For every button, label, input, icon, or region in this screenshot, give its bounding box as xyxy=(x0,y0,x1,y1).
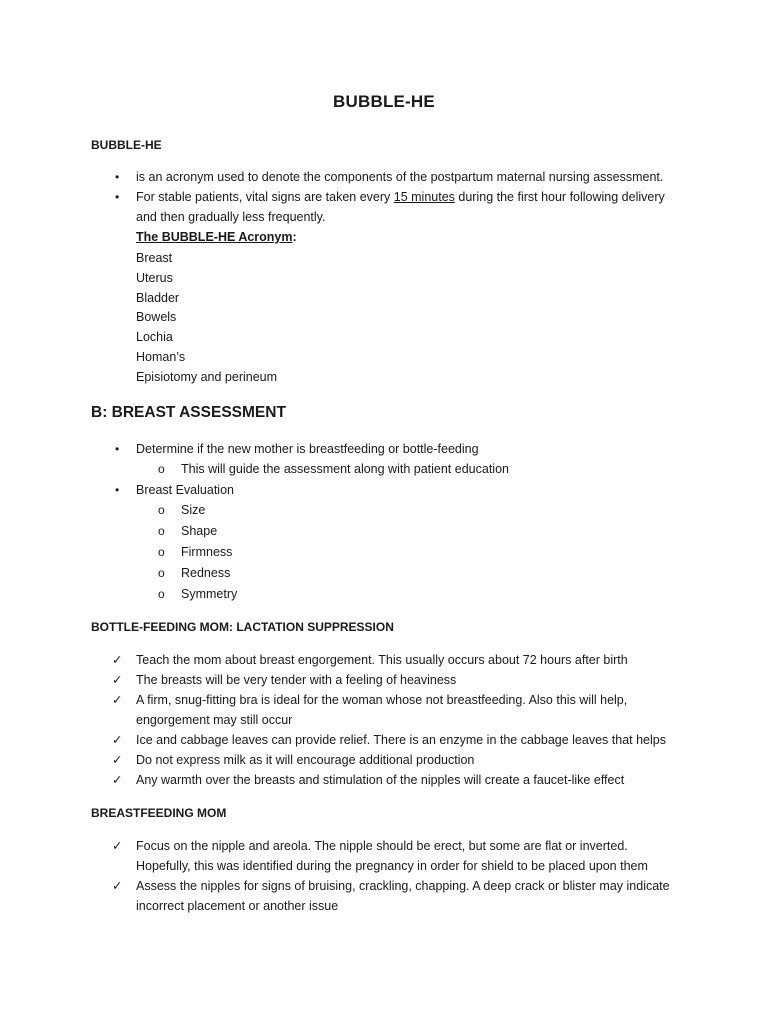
page-title: BUBBLE-HE xyxy=(333,92,435,111)
breast-bullet-1: Determine if the new mother is breastfeeding or bottle-feeding xyxy=(136,442,479,456)
intro-bullet-2-continued: and then gradually less frequently. xyxy=(136,210,326,224)
breastfeeding-item: Focus on the nipple and areola. The nipple should be erect, but some are flat or inverted. xyxy=(136,839,628,853)
acronym-item: Uterus xyxy=(136,271,173,285)
check-icon: ✓ xyxy=(112,773,123,787)
bottle-item: Ice and cabbage leaves can provide relief. There is an enzyme in the cabbage leaves that helps xyxy=(136,733,666,747)
acronym-item: Lochia xyxy=(136,330,173,344)
acronym-item: Breast xyxy=(136,251,173,265)
acronym-item: Episiotomy and perineum xyxy=(136,370,278,384)
section-heading-bottle-feeding: BOTTLE-FEEDING MOM: LACTATION SUPPRESSION xyxy=(91,620,394,634)
acronym-item: Bladder xyxy=(136,291,180,305)
bottle-item: Teach the mom about breast engorgement. This usually occurs about 72 hours after birth xyxy=(136,653,628,667)
check-icon: ✓ xyxy=(112,653,123,667)
bullet-glyph: • xyxy=(115,442,120,456)
check-icon: ✓ xyxy=(112,693,123,707)
sub-bullet-glyph: o xyxy=(158,587,165,601)
breast-sub-bullet-1: This will guide the assessment along with patient education xyxy=(181,462,509,476)
eval-item: Size xyxy=(181,503,206,517)
section-heading-breast-assessment: B: BREAST ASSESSMENT xyxy=(91,404,286,421)
breast-bullet-2: Breast Evaluation xyxy=(136,483,234,497)
acronym-heading: The BUBBLE-HE Acronym: xyxy=(136,230,297,244)
check-icon: ✓ xyxy=(112,733,123,747)
bullet-glyph: • xyxy=(115,170,120,184)
bottle-item: The breasts will be very tender with a feeling of heaviness xyxy=(136,673,457,687)
eval-item: Shape xyxy=(181,524,218,538)
intro-bullet-1: is an acronym used to denote the components of the postpartum maternal nursing assessment. xyxy=(136,170,664,184)
bullet-glyph: • xyxy=(115,190,120,204)
sub-bullet-glyph: o xyxy=(158,566,165,580)
acronym-item: Bowels xyxy=(136,310,177,324)
sub-bullet-glyph: o xyxy=(158,524,165,538)
intro-bullet-2: For stable patients, vital signs are taken every 15 minutes during the first hour following delivery xyxy=(136,190,665,204)
breastfeeding-item: Assess the nipples for signs of bruising, crackling, chapping. A deep crack or blister may indicate xyxy=(136,879,670,893)
fifteen-minutes-link[interactable]: 15 minutes xyxy=(393,190,455,204)
section-heading-bubble-he: BUBBLE-HE xyxy=(91,138,162,152)
eval-item: Redness xyxy=(181,566,231,580)
section-heading-breastfeeding: BREASTFEEDING MOM xyxy=(91,806,227,820)
breastfeeding-item-continued: Hopefully, this was identified during the pregnancy in order for shield to be placed upon them xyxy=(136,859,648,873)
check-icon: ✓ xyxy=(112,673,123,687)
bullet-glyph: • xyxy=(115,483,120,497)
sub-bullet-glyph: o xyxy=(158,503,165,517)
bottle-item: Do not express milk as it will encourage additional production xyxy=(136,753,475,767)
breastfeeding-item-continued: incorrect placement or another issue xyxy=(136,899,339,913)
bottle-item: A firm, snug-fitting bra is ideal for the woman whose not breastfeeding. Also this will help, xyxy=(136,693,628,707)
eval-item: Firmness xyxy=(181,545,233,559)
bottle-item-continued: engorgement may still occur xyxy=(136,713,293,727)
sub-bullet-glyph: o xyxy=(158,462,165,476)
check-icon: ✓ xyxy=(112,839,123,853)
bottle-item: Any warmth over the breasts and stimulation of the nipples will create a faucet-like effect xyxy=(136,773,625,787)
sub-bullet-glyph: o xyxy=(158,545,165,559)
check-icon: ✓ xyxy=(112,753,123,767)
acronym-item: Homan’s xyxy=(136,350,186,364)
eval-item: Symmetry xyxy=(181,587,238,601)
check-icon: ✓ xyxy=(112,879,123,893)
